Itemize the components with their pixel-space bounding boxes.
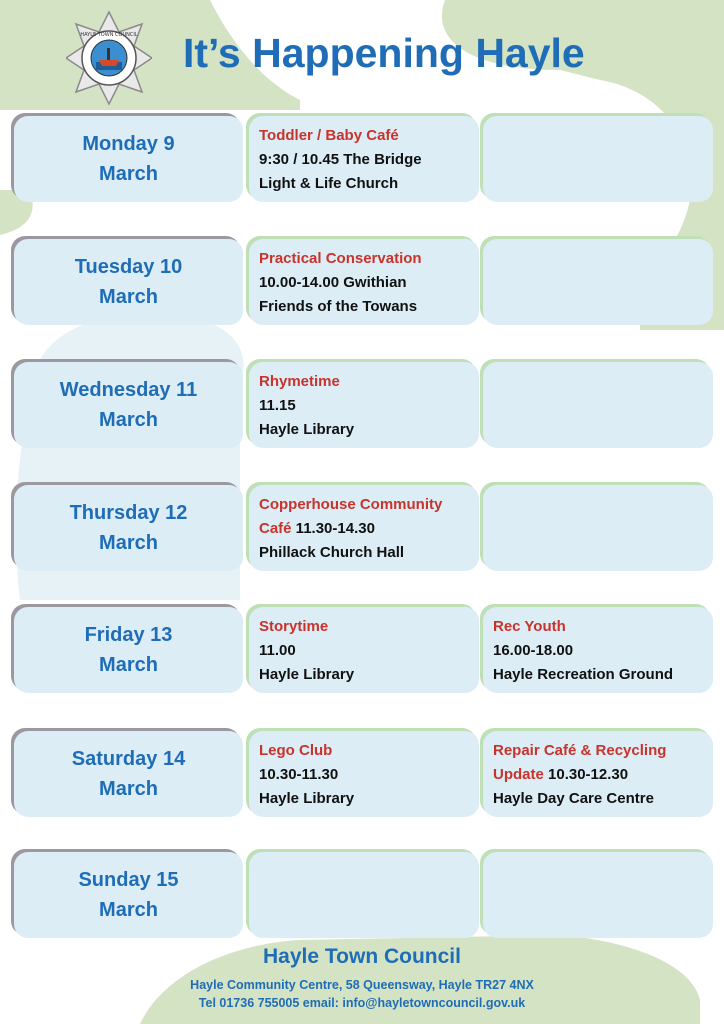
- event-venue: Hayle Day Care Centre: [493, 790, 654, 807]
- footer-contact: Tel 01736 755005 email: info@hayletowncouncil.gov.uk: [198, 996, 526, 1010]
- day-name: Thursday 12: [69, 502, 188, 524]
- event-venue: Friends of the Towans: [259, 298, 418, 315]
- event-box: [249, 239, 479, 325]
- event-venue: Light & Life Church: [259, 175, 399, 192]
- event-title-continued: [493, 763, 703, 787]
- day-month: March: [99, 899, 158, 921]
- event-box-empty: [249, 852, 479, 938]
- day-name: Wednesday 11: [59, 379, 198, 401]
- event-title: Rec Youth: [493, 618, 566, 635]
- event-venue: Hayle Library: [259, 666, 355, 683]
- day-name: Monday 9: [82, 133, 175, 155]
- event-time: 16.00-18.00: [493, 642, 574, 659]
- event-box: [249, 116, 479, 202]
- event-box-empty: [483, 485, 713, 571]
- event-box: [249, 731, 479, 817]
- day-label: [14, 116, 243, 202]
- event-box-empty: [483, 239, 713, 325]
- event-title: Storytime: [259, 618, 329, 635]
- event-time: 10.30-11.30: [259, 766, 339, 783]
- event-box-empty: [483, 116, 713, 202]
- event-title: Toddler / Baby Café: [259, 127, 399, 144]
- event-box: [249, 485, 479, 571]
- day-month: March: [99, 163, 158, 185]
- day-label: [14, 485, 243, 571]
- day-month: March: [99, 654, 158, 676]
- event-venue: Hayle Library: [259, 421, 355, 438]
- page-title: It’s Happening Hayle: [183, 30, 585, 76]
- day-month: March: [99, 778, 158, 800]
- day-name: Tuesday 10: [74, 256, 183, 278]
- event-title-tail: Café: [259, 520, 292, 537]
- event-time: 11.15: [259, 397, 296, 414]
- day-row: [0, 485, 724, 577]
- day-row: [0, 731, 724, 823]
- event-venue: Hayle Recreation Ground: [493, 666, 674, 683]
- day-row: [0, 116, 724, 208]
- day-label: [14, 731, 243, 817]
- day-row: [0, 852, 724, 944]
- event-title-tail: Update: [493, 766, 544, 783]
- day-name: Saturday 14: [71, 748, 186, 770]
- council-crest-icon: [66, 10, 152, 106]
- day-label: [14, 239, 243, 325]
- day-label: [14, 607, 243, 693]
- event-title: Lego Club: [259, 742, 333, 759]
- event-title: Rhymetime: [259, 373, 340, 390]
- event-title: Practical Conservation: [259, 250, 422, 267]
- event-title-continued: [259, 517, 469, 541]
- day-label: [14, 852, 243, 938]
- day-month: March: [99, 286, 158, 308]
- event-box: [249, 607, 479, 693]
- event-time: 11.30-14.30: [291, 520, 375, 537]
- day-month: March: [99, 532, 158, 554]
- day-name: Friday 13: [84, 624, 173, 646]
- event-box-empty: [483, 362, 713, 448]
- day-name: Sunday 15: [78, 869, 179, 891]
- footer-address: Hayle Community Centre, 58 Queensway, Hayle TR27 4NX: [190, 978, 534, 992]
- event-time: 10.00-14.00 Gwithian: [259, 274, 407, 291]
- svg-text:HAYLE TOWN COUNCIL: HAYLE TOWN COUNCIL: [80, 32, 138, 38]
- event-venue: Hayle Library: [259, 790, 355, 807]
- event-box: [483, 731, 713, 817]
- event-time: 9:30 / 10.45 The Bridge: [259, 151, 422, 168]
- day-row: [0, 362, 724, 454]
- event-title: Repair Café & Recycling: [493, 742, 667, 759]
- day-month: March: [99, 409, 158, 431]
- event-box-empty: [483, 852, 713, 938]
- event-title: Copperhouse Community: [259, 496, 443, 513]
- event-box: [483, 607, 713, 693]
- footer-org-name: Hayle Town Council: [263, 945, 461, 968]
- day-row: [0, 607, 724, 699]
- day-row: [0, 239, 724, 331]
- event-time: 11.00: [259, 642, 296, 659]
- event-time: 10.30-12.30: [543, 766, 629, 783]
- event-venue: Phillack Church Hall: [259, 544, 405, 561]
- event-box: [249, 362, 479, 448]
- day-label: [14, 362, 243, 448]
